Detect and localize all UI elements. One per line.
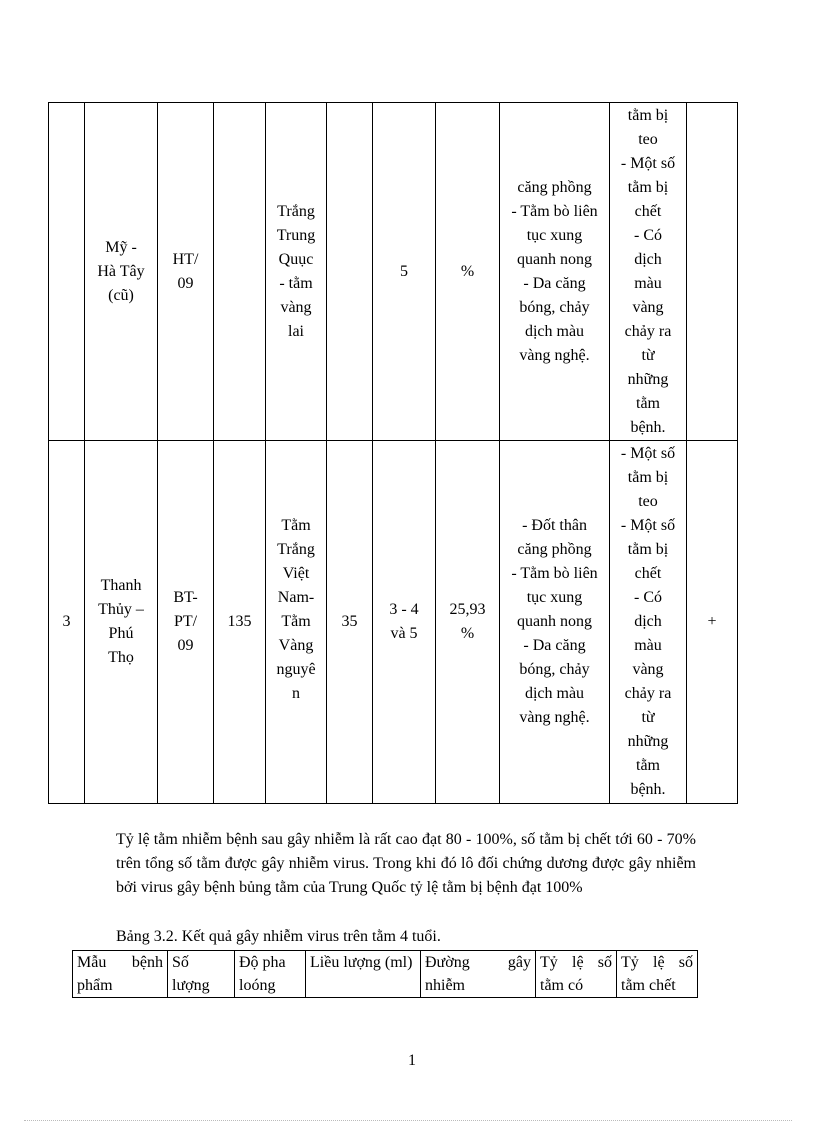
col-line: [48, 102, 49, 804]
row2-age: 35: [341, 613, 358, 630]
header-ty-le-tam-chet: Tỷ lệ số tằm chết: [617, 951, 698, 998]
table-row-divider: [48, 440, 738, 441]
header-ty-le-tam-co: Tỷ lệ số tằm có: [536, 951, 617, 998]
table-2-caption: Bảng 3.2. Kết quả gây nhiễm virus trên tằm 4 tuổi.: [116, 928, 441, 945]
row1-outcome: tằm bị teo - Một số tằm bị chết - Có dịch màu vàng chảy ra từ những tằm bệnh.: [620, 107, 676, 436]
row1-rate: %: [460, 263, 475, 280]
table-2-header-row: [73, 951, 698, 998]
row2-rate: 25,93 %: [449, 601, 486, 642]
header-mau-benh-pham: Mẫu bệnh phẩm: [73, 951, 168, 998]
col-line: [686, 102, 687, 804]
col-line: [435, 102, 436, 804]
table-border-top: [48, 102, 738, 103]
header-do-pha-loong: Độ pha loóng: [235, 951, 306, 998]
header-lieu-luong: Liều lượng (ml): [306, 951, 421, 998]
row2-symptoms: - Đốt thân căng phồng - Tằm bò liên tục xung quanh nong - Da căng bóng, chảy dịch màu vàng nghệ.: [511, 517, 598, 726]
row1-symptoms: căng phồng - Tằm bò liên tục xung quanh nong - Da căng bóng, chảy dịch màu vàng nghệ.: [511, 179, 598, 364]
row2-dose: 3 - 4 và 5: [389, 601, 419, 642]
table-2: [72, 950, 698, 998]
row2-result: +: [707, 613, 717, 630]
col-line: [326, 102, 327, 804]
col-line: [372, 102, 373, 804]
col-line: [737, 102, 738, 804]
row2-stt: 3: [62, 613, 71, 630]
body-paragraph: Tỷ lệ tằm nhiễm bệnh sau gây nhiễm là rất cao đạt 80 - 100%, số tằm bị chết tới 60 - 70% trên tổng số tằm được gây nhiễm virus. Trong khi đó lô đối chứng dương được gây nhiễm bởi virus gây bệnh bủng tằm của Trung Quốc tỷ lệ tằm bị bệnh đạt 100%: [116, 831, 696, 896]
header-duong-gay-nhiem: Đường gây nhiễm: [421, 951, 536, 998]
row1-breed: Trắng Trung Quục - tằm vàng lai: [276, 203, 316, 340]
row2-outcome: - Một số tằm bị teo - Một số tằm bị chết - Có dịch màu vàng chảy ra từ những tằm bệnh.: [620, 445, 676, 798]
table-border-bottom: [48, 803, 738, 804]
row1-dose: 5: [400, 263, 408, 280]
page-number: 1: [408, 1052, 416, 1069]
row2-breed: Tằm Trắng Việt Nam- Tằm Vàng nguyê n: [276, 517, 316, 702]
col-line: [84, 102, 85, 804]
row2-place: Thanh Thủy – Phú Thọ: [98, 577, 144, 666]
row2-qty: 135: [227, 613, 252, 630]
row2-code: BT- PT/ 09: [173, 589, 198, 654]
page-footer-divider: [24, 1120, 792, 1121]
col-line: [213, 102, 214, 804]
header-so-luong: Số lượng: [168, 951, 235, 998]
row1-place: Mỹ - Hà Tây (cũ): [97, 239, 145, 304]
row1-code: HT/ 09: [172, 251, 199, 292]
col-line: [157, 102, 158, 804]
